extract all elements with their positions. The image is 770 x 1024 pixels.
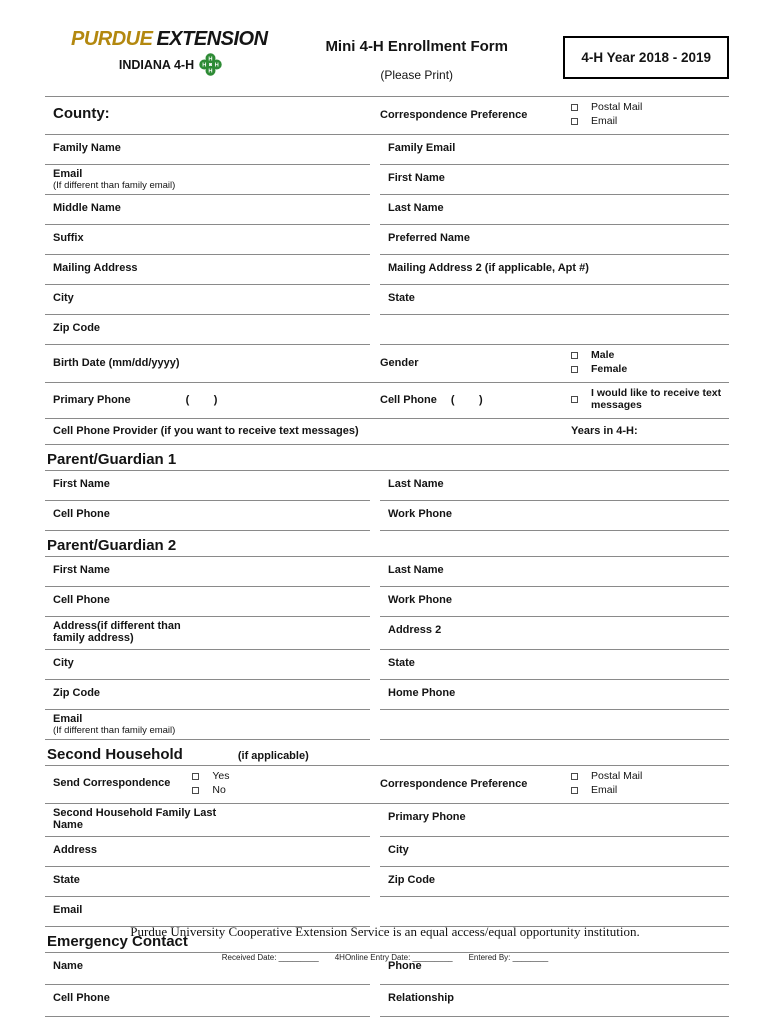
text-opt-in-option	[571, 385, 729, 413]
cell-phone-label: Cell Phone	[380, 394, 437, 406]
p2-cell-phone-field[interactable]	[45, 587, 370, 617]
cell-phone-parens: ( )	[450, 394, 483, 406]
no-label: No	[212, 784, 226, 796]
row-p1-names	[45, 471, 729, 501]
row-county	[45, 97, 729, 135]
gender-label: Gender	[380, 357, 419, 369]
mailing-address2-field[interactable]	[380, 255, 729, 285]
suffix-label: Suffix	[53, 232, 84, 244]
checkbox-email[interactable]	[571, 118, 578, 125]
p1-last-name-field[interactable]	[380, 471, 729, 501]
city-label: City	[53, 292, 74, 304]
row-middle-last	[45, 195, 729, 225]
first-name-field[interactable]	[380, 165, 729, 195]
office-use-line	[0, 953, 770, 962]
sh-address-label: Address	[53, 844, 98, 856]
sh-zip-label: Zip Code	[388, 874, 436, 886]
p2-first-name-label: First Name	[53, 564, 110, 576]
page-footer	[0, 924, 770, 962]
p2-address-label: Address(if different than family address)	[53, 620, 181, 644]
year-box: 4-H Year 2018 - 2019	[563, 36, 729, 79]
row-p2-zip-homephone	[45, 680, 729, 710]
checkbox-no[interactable]	[192, 787, 199, 794]
p2-first-name-field[interactable]	[45, 557, 370, 587]
middle-name-label: Middle Name	[53, 202, 121, 214]
second-household-title: Second Household	[47, 746, 183, 763]
p1-cell-phone-label: Cell Phone	[53, 508, 110, 520]
ec-relationship-field[interactable]	[380, 985, 729, 1017]
parent1-title: Parent/Guardian 1	[47, 451, 177, 468]
row-phones	[45, 383, 729, 419]
purdue-extension-logo	[45, 28, 270, 76]
p2-city-field[interactable]	[45, 650, 370, 680]
p1-work-phone-field[interactable]	[380, 501, 729, 531]
row-p2-city-state	[45, 650, 729, 680]
birth-date-label: Birth Date (mm/dd/yyyy)	[53, 357, 180, 369]
preferred-name-field[interactable]	[380, 225, 729, 255]
ec-phone-label: Phone	[388, 960, 422, 972]
yes-label: Yes	[212, 770, 230, 782]
checkbox-text-messages[interactable]	[571, 396, 578, 403]
emergency-contact-title: Emergency Contact	[47, 933, 188, 950]
text-opt-in-label: I would like to receive text messages	[591, 387, 722, 411]
p1-work-phone-label: Work Phone	[388, 508, 452, 520]
row-birthdate-gender	[45, 345, 729, 383]
row-suffix-preferred	[45, 225, 729, 255]
county-label: County:	[53, 105, 110, 122]
gender-options	[571, 347, 729, 377]
option-yes	[192, 770, 229, 782]
svg-text:H: H	[202, 62, 207, 69]
p2-last-name-label: Last Name	[388, 564, 444, 576]
last-name-label: Last Name	[388, 202, 444, 214]
row-zip	[45, 315, 729, 345]
row-city-state	[45, 285, 729, 315]
p2-home-phone-field[interactable]	[380, 680, 729, 710]
ec-cell-phone-label: Cell Phone	[53, 992, 110, 1004]
option-female	[571, 363, 729, 375]
ec-relationship-label: Relationship	[388, 992, 455, 1004]
p2-city-label: City	[53, 657, 74, 669]
member-email-field[interactable]	[45, 165, 370, 195]
sh-state-field[interactable]	[45, 867, 370, 897]
p1-cell-phone-field[interactable]	[45, 501, 370, 531]
sh-option-email	[571, 784, 729, 796]
sh-family-last-name-label: Second Household Family Last Name	[53, 807, 217, 831]
female-label: Female	[591, 363, 628, 375]
cell-provider-field[interactable]	[45, 421, 561, 439]
family-name-label: Family Name	[53, 142, 121, 154]
row-provider-years	[45, 419, 729, 445]
years-in-4h-field[interactable]	[571, 421, 729, 439]
sh-email-field-label: Email	[53, 904, 83, 916]
row-p2-names	[45, 557, 729, 587]
checkbox-postal-mail[interactable]	[571, 104, 578, 111]
sh-family-last-name-field[interactable]	[45, 804, 370, 837]
checkbox-female[interactable]	[571, 366, 578, 373]
row-p2-address	[45, 617, 729, 650]
indiana-4h-text: INDIANA 4-H	[118, 57, 195, 72]
p2-work-phone-label: Work Phone	[388, 594, 452, 606]
p2-work-phone-field[interactable]	[380, 587, 729, 617]
primary-phone-field[interactable]	[45, 390, 370, 408]
row-mailing-address	[45, 255, 729, 285]
middle-name-field[interactable]	[45, 195, 370, 225]
sh-primary-phone-field[interactable]	[380, 804, 729, 837]
p1-last-name-label: Last Name	[388, 478, 444, 490]
section-parent2	[45, 531, 729, 557]
zip-blank-line[interactable]	[380, 315, 729, 345]
p2-address2-field[interactable]	[380, 617, 729, 650]
sh-correspondence-preference-cell	[380, 774, 561, 792]
city-field[interactable]	[45, 285, 370, 315]
row-send-correspondence	[45, 766, 729, 804]
p2-email-blank-line[interactable]	[380, 710, 729, 740]
sh-postal-mail-label: Postal Mail	[591, 770, 643, 782]
p2-last-name-field[interactable]	[380, 557, 729, 587]
p1-first-name-field[interactable]	[45, 471, 370, 501]
cell-phone-field[interactable]	[380, 390, 561, 408]
p2-address-field[interactable]	[45, 617, 370, 650]
sh-zip-field[interactable]	[380, 867, 729, 897]
p2-email-field[interactable]	[45, 710, 370, 740]
equal-opportunity-statement: Purdue University Cooperative Extension Service is an equal access/equal opportunity institution.	[130, 924, 640, 939]
option-no	[192, 784, 229, 796]
logo-wordmark	[71, 28, 270, 51]
section-second-household	[45, 740, 729, 766]
gender-label-cell	[380, 353, 561, 371]
title-block	[270, 28, 563, 82]
option-text-messages	[571, 387, 729, 411]
county-field[interactable]	[45, 105, 370, 123]
option-email	[571, 115, 729, 127]
checkbox-male[interactable]	[571, 352, 578, 359]
sh-primary-phone-label: Primary Phone	[388, 811, 466, 823]
male-label: Male	[591, 349, 615, 361]
sh-checkbox-postal-mail[interactable]	[571, 773, 578, 780]
row-ec-cell-relationship	[45, 985, 729, 1017]
section-parent1	[45, 445, 729, 471]
logo-extension-text: EXTENSION	[156, 28, 268, 50]
p2-address2-label: Address 2	[388, 624, 442, 636]
family-email-field[interactable]	[380, 135, 729, 165]
suffix-field[interactable]	[45, 225, 370, 255]
option-postal-mail	[571, 101, 729, 113]
state-label: State	[388, 292, 415, 304]
row-sh-lastname-phone	[45, 804, 729, 837]
p2-zip-label: Zip Code	[53, 687, 101, 699]
zip-field[interactable]	[45, 315, 370, 345]
p2-cell-phone-label: Cell Phone	[53, 594, 110, 606]
sh-option-postal-mail	[571, 770, 729, 782]
form-subtitle: (Please Print)	[380, 68, 454, 82]
sh-correspondence-preference-label: Correspondence Preference	[380, 778, 528, 790]
row-p2-phones	[45, 587, 729, 617]
form-title: Mini 4-H Enrollment Form	[325, 38, 508, 55]
preferred-name-label: Preferred Name	[388, 232, 470, 244]
sh-city-field[interactable]	[380, 837, 729, 867]
family-name-field[interactable]	[45, 135, 370, 165]
form-header	[45, 28, 729, 82]
p2-state-field[interactable]	[380, 650, 729, 680]
email-option-label: Email	[591, 115, 618, 127]
second-household-note: (if applicable)	[237, 750, 309, 762]
sh-email-label: Email	[591, 784, 618, 796]
option-male	[571, 349, 729, 361]
mailing-address-label: Mailing Address	[53, 262, 138, 274]
svg-text:H: H	[208, 68, 213, 75]
mailing-address-field[interactable]	[45, 255, 370, 285]
form-content	[45, 28, 729, 1017]
row-p2-email	[45, 710, 729, 740]
sh-address-field[interactable]	[45, 837, 370, 867]
sh-checkbox-email[interactable]	[571, 787, 578, 794]
4h-clover-icon	[199, 53, 222, 76]
row-family-name	[45, 135, 729, 165]
svg-text:H: H	[214, 62, 219, 69]
entered-by-label: Entered By: ________	[468, 953, 549, 962]
checkbox-yes[interactable]	[192, 773, 199, 780]
p2-home-phone-label: Home Phone	[388, 687, 456, 699]
primary-phone-parens: ( )	[185, 394, 218, 406]
correspondence-preference-label: Correspondence Preference	[380, 109, 528, 121]
received-date-label: Received Date: _________	[221, 953, 319, 962]
primary-phone-label: Primary Phone	[53, 394, 131, 406]
zip-label: Zip Code	[53, 322, 101, 334]
p2-zip-field[interactable]	[45, 680, 370, 710]
p1-first-name-label: First Name	[53, 478, 110, 490]
ec-cell-phone-field[interactable]	[45, 985, 370, 1017]
logo-indiana-4h	[71, 53, 270, 76]
row-p1-phones	[45, 501, 729, 531]
family-email-label: Family Email	[388, 142, 456, 154]
mailing-address2-label: Mailing Address 2 (if applicable, Apt #)	[388, 262, 589, 274]
sh-email-field[interactable]	[45, 897, 370, 927]
first-name-label: First Name	[388, 172, 445, 184]
years-in-4h-label: Years in 4-H:	[571, 425, 638, 437]
last-name-field[interactable]	[380, 195, 729, 225]
sh-preference-options	[571, 768, 729, 798]
send-correspondence-field	[45, 768, 370, 798]
cell-provider-label: Cell Phone Provider (if you want to receive text messages)	[53, 425, 359, 437]
row-sh-state-zip	[45, 867, 729, 897]
sh-email-blank-line[interactable]	[380, 897, 729, 927]
sh-state-label: State	[53, 874, 80, 886]
member-email-note: (If different than family email)	[53, 180, 176, 191]
send-correspondence-options	[192, 768, 229, 798]
state-field[interactable]	[380, 285, 729, 315]
postal-mail-label: Postal Mail	[591, 101, 643, 113]
p2-email-label: Email	[53, 713, 83, 725]
correspondence-preference-options	[571, 99, 729, 129]
send-correspondence-label: Send Correspondence	[53, 777, 171, 789]
svg-text:H: H	[208, 56, 213, 63]
row-sh-address-city	[45, 837, 729, 867]
parent2-title: Parent/Guardian 2	[47, 537, 177, 554]
online-entry-date-label: 4HOnline Entry Date: _________	[334, 953, 453, 962]
p2-state-label: State	[388, 657, 415, 669]
sh-city-label: City	[388, 844, 409, 856]
row-email-firstname	[45, 165, 729, 195]
ec-name-label: Name	[53, 960, 83, 972]
row-sh-email	[45, 897, 729, 927]
member-email-label: Email	[53, 168, 83, 180]
p2-email-note: (If different than family email)	[53, 725, 176, 736]
birth-date-field[interactable]	[45, 353, 370, 371]
logo-purdue-text: PURDUE	[71, 28, 153, 50]
correspondence-preference-label-cell	[380, 105, 561, 123]
